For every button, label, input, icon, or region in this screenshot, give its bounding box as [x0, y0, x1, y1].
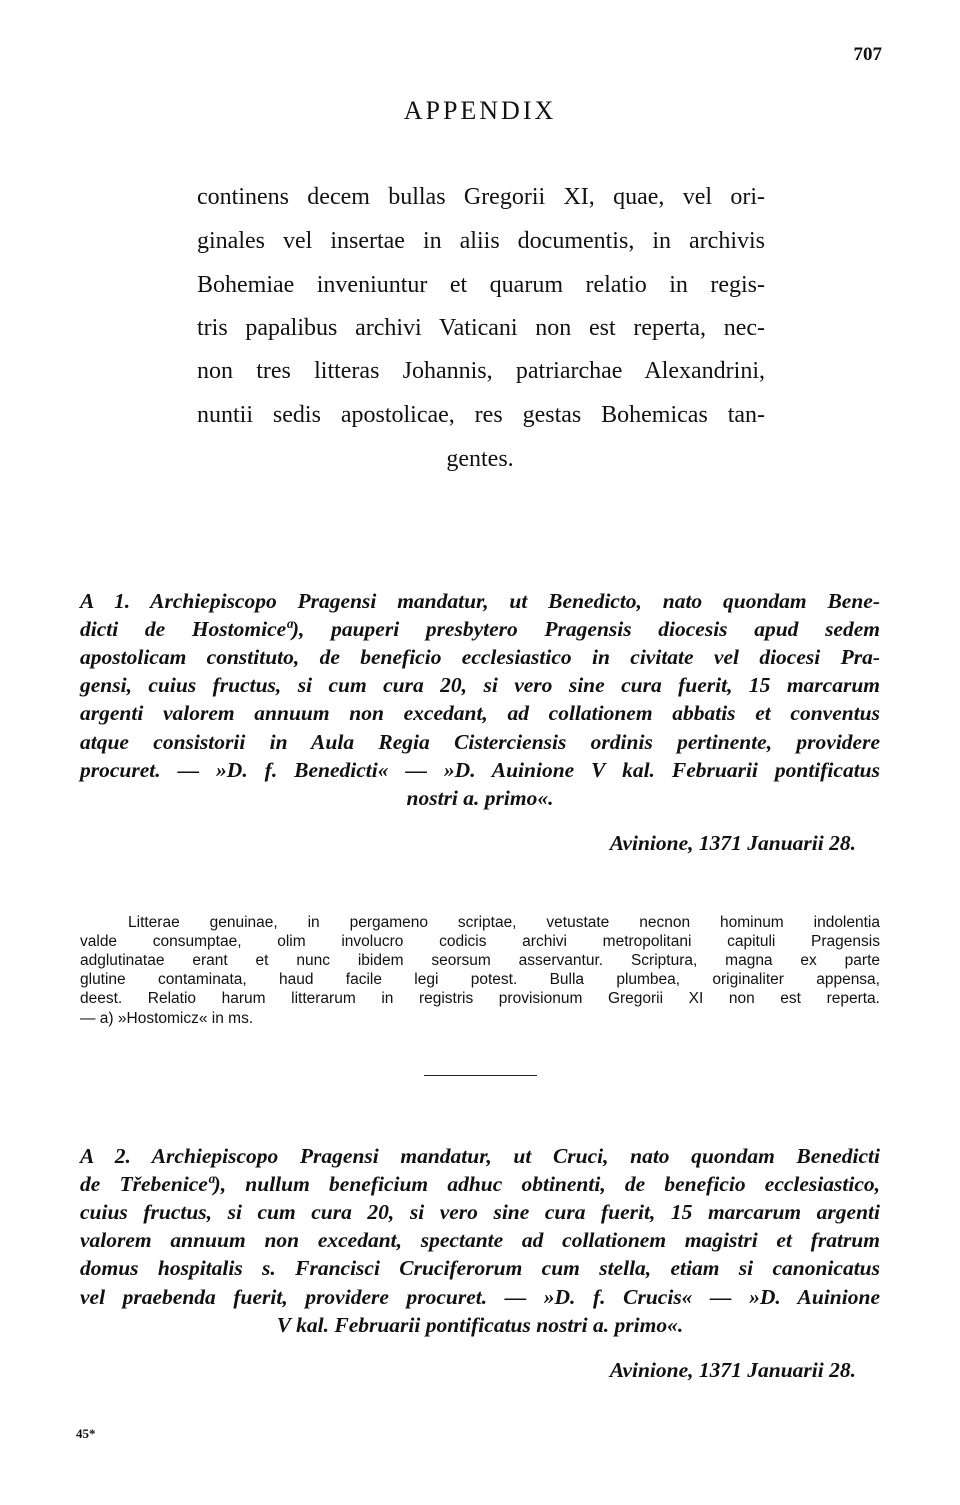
note-line: Litterae genuinae, in pergameno scriptae, vetustate necnon hominum indolentia	[128, 914, 880, 931]
intro-line: ginales vel insertae in aliis documentis, in archivis	[197, 228, 765, 254]
intro-line: continens decem bullas Gregorii XI, quae, vel ori-	[197, 184, 765, 210]
entry-line: atque consistorii in Aula Regia Cisterciensis ordinis pertinente, providere	[80, 730, 880, 754]
note-line: — a) »Hostomicz« in ms.	[80, 1010, 254, 1027]
entry-line: apostolicam constituto, de beneficio ecclesiastico in civitate vel diocesi Pra-	[80, 645, 880, 669]
entry-line: dicti de Hostomiceª), pauperi presbytero Pragensis diocesis apud sedem	[80, 617, 880, 641]
intro-line: Bohemiae inveniuntur et quarum relatio in regis-	[197, 272, 765, 298]
entry-line: procuret. — »D. f. Benedicti« — »D. Auinione V kal. Februarii pontificatus	[80, 758, 880, 782]
entry-line: V kal. Februarii pontificatus nostri a. primo«.	[276, 1313, 684, 1337]
entry-line: nostri a. primo«.	[406, 786, 554, 810]
intro-line: nuntii sedis apostolicae, res gestas Bohemicas tan-	[197, 402, 765, 428]
entry-line: argenti valorem annuum non excedant, ad collationem abbatis et conventus	[80, 701, 880, 725]
signature-mark: 45*	[76, 1426, 96, 1441]
appendix-heading: APPENDIX	[403, 96, 557, 125]
entry-line: de Třebeniceª), nullum beneficium adhuc obtinenti, de beneficio ecclesiastico,	[80, 1172, 880, 1196]
note-line: adglutinatae erant et nunc ibidem seorsum asservantur. Scriptura, magna ex parte	[80, 952, 880, 969]
intro-line: tris papalibus archivi Vaticani non est reperta, nec-	[197, 315, 765, 341]
entry-line: domus hospitalis s. Francisci Cruciferorum cum stella, etiam si canonicatus	[80, 1256, 880, 1280]
intro-line: gentes.	[446, 446, 514, 472]
dateline: Avinione, 1371 Januarii 28.	[609, 831, 856, 855]
intro-line: non tres litteras Johannis, patriarchae Alexandrini,	[197, 358, 765, 384]
page-number: 707	[853, 44, 882, 65]
note-line: deest. Relatio harum litterarum in registris provisionum Gregorii XI non est reperta.	[80, 990, 880, 1007]
entry-line: valorem annuum non excedant, spectante ad collationem magistri et fratrum	[80, 1228, 880, 1252]
entry-line: cuius fructus, si cum cura 20, si vero sine cura fuerit, 15 marcarum argenti	[80, 1200, 880, 1224]
note-line: valde consumptae, olim involucro codicis archivi metropolitani capituli Pragensis	[80, 933, 880, 950]
entry-line: A 1. Archiepiscopo Pragensi mandatur, ut Benedicto, nato quondam Bene-	[80, 589, 880, 613]
section-divider	[424, 1075, 537, 1076]
entry-line: vel praebenda fuerit, providere procuret. — »D. f. Crucis« — »D. Auinione	[80, 1285, 880, 1309]
dateline: Avinione, 1371 Januarii 28.	[609, 1358, 856, 1382]
note-line: glutine contaminata, haud facile legi potest. Bulla plumbea, originaliter appensa,	[80, 971, 880, 988]
entry-line: A 2. Archiepiscopo Pragensi mandatur, ut Cruci, nato quondam Benedicti	[80, 1144, 880, 1168]
entry-line: gensi, cuius fructus, si cum cura 20, si vero sine cura fuerit, 15 marcarum	[80, 673, 880, 697]
